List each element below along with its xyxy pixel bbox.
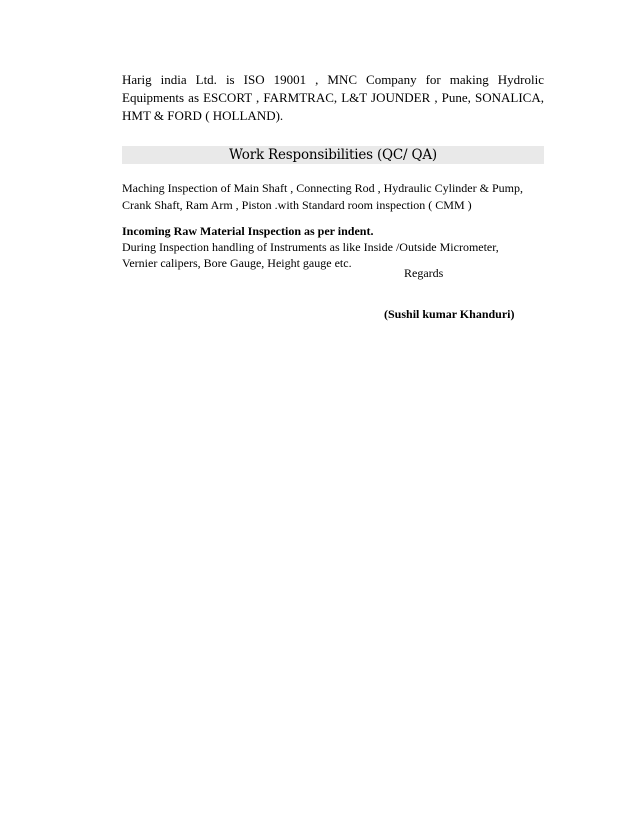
instrument-line: Vernier calipers, Bore Gauge, Height gauge etc. — [122, 256, 352, 270]
instrument-line: During Inspection handling of Instruments as like Inside /Outside Micrometer, — [122, 240, 499, 254]
company-intro-paragraph: Harig india Ltd. is ISO 19001 , MNC Company for making Hydrolic Equipments as ESCORT , FARMTRAC, L&T JOUNDER , Pune, SONALICA, HMT & FORD ( HOLLAND). — [122, 72, 544, 123]
signature-name: (Sushil kumar Khanduri) — [384, 307, 515, 321]
incoming-inspection-heading: Incoming Raw Material Inspection as per indent. — [122, 224, 374, 238]
section-heading-work-responsibilities: Work Responsibilities (QC/ QA) — [122, 146, 544, 164]
closing-regards: Regards — [404, 266, 444, 280]
responsibility-line: Crank Shaft, Ram Arm , Piston .with Standard room inspection ( CMM ) — [122, 198, 472, 212]
incoming-inspection-paragraph — [122, 223, 544, 271]
responsibility-line: Maching Inspection of Main Shaft , Connecting Rod , Hydraulic Cylinder & Pump, — [122, 181, 523, 195]
responsibilities-paragraph — [122, 180, 544, 214]
document-body — [122, 71, 544, 271]
